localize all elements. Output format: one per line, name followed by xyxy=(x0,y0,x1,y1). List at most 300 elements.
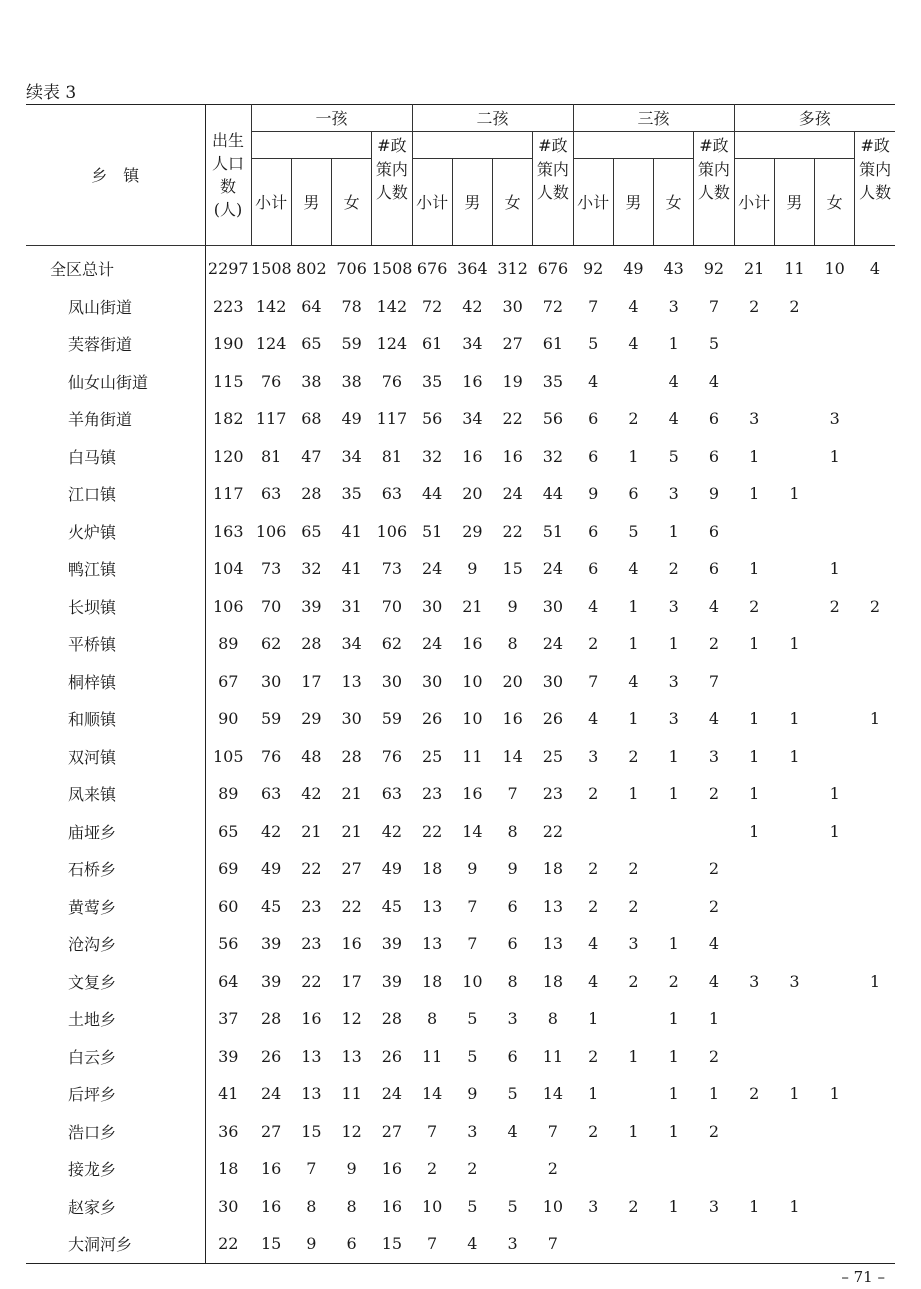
table-row xyxy=(26,288,895,326)
value-cell: 117 xyxy=(376,409,408,429)
value-cell: 14 xyxy=(462,821,483,841)
value-cell xyxy=(573,1150,613,1188)
value-cell: 13 xyxy=(542,934,564,954)
birth-count-cell: 36 xyxy=(218,1121,239,1141)
value-cell: 24 xyxy=(502,484,523,504)
value-cell: 5 xyxy=(668,446,679,466)
value-cell: 11 xyxy=(542,1046,564,1066)
town-name-cell: 凤来镇 xyxy=(26,775,205,813)
value-cell: 6 xyxy=(708,409,719,429)
value-cell xyxy=(855,1113,895,1151)
header-sub-1-2: 男 xyxy=(291,159,331,246)
value-cell xyxy=(774,850,814,888)
value-cell: 73 xyxy=(381,559,403,579)
value-cell: 2 xyxy=(588,859,599,879)
value-cell: 13 xyxy=(421,934,443,954)
value-cell: 13 xyxy=(341,671,362,691)
value-cell xyxy=(815,663,855,701)
birth-count-cell: 190 xyxy=(212,334,244,354)
value-cell: 10 xyxy=(421,1196,443,1216)
value-cell: 364 xyxy=(457,259,488,279)
value-cell: 81 xyxy=(381,446,403,466)
value-cell xyxy=(694,1225,734,1263)
value-cell: 14 xyxy=(502,746,523,766)
value-cell: 22 xyxy=(341,896,362,916)
value-cell: 19 xyxy=(502,371,523,391)
value-cell: 4 xyxy=(708,934,719,954)
value-cell: 51 xyxy=(421,521,443,541)
value-cell xyxy=(774,1038,814,1076)
value-cell: 30 xyxy=(542,671,564,691)
value-cell: 62 xyxy=(260,634,282,654)
value-cell: 78 xyxy=(341,296,362,316)
table-row xyxy=(26,700,895,738)
value-cell: 4 xyxy=(708,971,719,991)
value-cell xyxy=(774,925,814,963)
value-cell: 23 xyxy=(421,784,443,804)
value-cell xyxy=(774,888,814,926)
value-cell xyxy=(815,925,855,963)
value-cell xyxy=(613,813,653,851)
value-cell: 4 xyxy=(869,259,881,279)
value-cell: 9 xyxy=(346,1159,357,1179)
value-cell: 2 xyxy=(708,784,719,804)
header-blank-1 xyxy=(251,132,372,159)
value-cell: 8 xyxy=(507,821,518,841)
value-cell: 2 xyxy=(829,596,840,616)
value-cell: 20 xyxy=(502,671,523,691)
value-cell: 1 xyxy=(749,559,760,579)
table-row xyxy=(26,813,895,851)
value-cell: 30 xyxy=(381,671,403,691)
value-cell: 1 xyxy=(829,559,840,579)
value-cell: 9 xyxy=(467,859,478,879)
value-cell xyxy=(815,625,855,663)
value-cell xyxy=(815,363,855,401)
value-cell xyxy=(734,850,774,888)
header-policy-label: #政策内人数 xyxy=(697,136,730,202)
value-cell: 18 xyxy=(542,859,564,879)
value-cell xyxy=(815,1188,855,1226)
town-name-cell: 黄莺乡 xyxy=(26,888,205,926)
value-cell: 30 xyxy=(421,596,443,616)
value-cell: 24 xyxy=(381,1084,403,1104)
birth-count-cell: 37 xyxy=(218,1009,239,1029)
value-cell: 21 xyxy=(341,821,362,841)
value-cell: 35 xyxy=(542,371,564,391)
town-name-cell: 凤山街道 xyxy=(26,288,205,326)
value-cell: 1508 xyxy=(251,259,292,279)
value-cell: 21 xyxy=(341,784,362,804)
value-cell: 56 xyxy=(421,409,443,429)
value-cell: 5 xyxy=(628,521,639,541)
value-cell: 25 xyxy=(421,746,443,766)
value-cell: 43 xyxy=(663,259,684,279)
value-cell: 30 xyxy=(341,709,362,729)
value-cell xyxy=(855,1150,895,1188)
value-cell: 16 xyxy=(502,446,523,466)
value-cell: 13 xyxy=(341,1046,362,1066)
value-cell: 3 xyxy=(708,746,719,766)
value-cell: 7 xyxy=(533,1225,573,1263)
value-cell: 25 xyxy=(542,746,564,766)
value-cell: 4 xyxy=(588,371,599,391)
birth-count-cell: 39 xyxy=(218,1046,239,1066)
value-cell: 124 xyxy=(255,334,287,354)
value-cell: 22 xyxy=(542,821,564,841)
value-cell: 4 xyxy=(588,934,599,954)
value-cell: 76 xyxy=(260,371,282,391)
value-cell: 59 xyxy=(381,709,403,729)
value-cell: 1 xyxy=(789,484,800,504)
value-cell: 7 xyxy=(467,934,478,954)
birth-count-cell: 89 xyxy=(218,784,239,804)
birth-count-cell: 115 xyxy=(212,371,244,391)
value-cell: 13 xyxy=(301,1046,322,1066)
value-cell: 5 xyxy=(467,1009,478,1029)
value-cell: 13 xyxy=(542,896,564,916)
value-cell: 10 xyxy=(542,1196,564,1216)
town-name-cell: 接龙乡 xyxy=(26,1150,205,1188)
value-cell: 24 xyxy=(421,559,443,579)
header-sub-3-2: 男 xyxy=(613,159,653,246)
value-cell: 65 xyxy=(301,521,322,541)
value-cell: 16 xyxy=(462,446,483,466)
value-cell: 2 xyxy=(708,1046,719,1066)
header-group-4: 多孩 xyxy=(734,105,895,132)
value-cell: 1 xyxy=(749,1196,760,1216)
value-cell: 16 xyxy=(462,634,483,654)
value-cell: 24 xyxy=(421,634,443,654)
value-cell xyxy=(815,963,855,1001)
value-cell: 2 xyxy=(749,596,760,616)
value-cell: 1 xyxy=(668,1121,679,1141)
value-cell: 49 xyxy=(260,859,282,879)
value-cell: 1 xyxy=(668,634,679,654)
value-cell: 1 xyxy=(749,634,760,654)
value-cell xyxy=(855,888,895,926)
value-cell xyxy=(734,325,774,363)
value-cell xyxy=(815,1113,855,1151)
value-cell xyxy=(734,925,774,963)
value-cell xyxy=(573,1225,613,1263)
value-cell: 70 xyxy=(381,596,403,616)
value-cell: 10 xyxy=(824,259,845,279)
town-name-cell: 和顺镇 xyxy=(26,700,205,738)
value-cell xyxy=(855,513,895,551)
value-cell: 1 xyxy=(789,634,800,654)
value-cell xyxy=(774,513,814,551)
value-cell xyxy=(855,625,895,663)
town-name-cell: 石桥乡 xyxy=(26,850,205,888)
value-cell: 6 xyxy=(332,1225,372,1263)
value-cell: 1 xyxy=(628,634,639,654)
value-cell xyxy=(774,1150,814,1188)
header-policy-2 xyxy=(533,132,573,246)
value-cell: 2 xyxy=(789,296,800,316)
value-cell: 1 xyxy=(749,784,760,804)
value-cell xyxy=(855,813,895,851)
value-cell: 22 xyxy=(301,971,322,991)
value-cell xyxy=(654,813,694,851)
value-cell: 2 xyxy=(628,859,639,879)
value-cell: 21 xyxy=(743,259,765,279)
value-cell: 63 xyxy=(260,784,282,804)
value-cell: 15 xyxy=(502,559,523,579)
value-cell: 16 xyxy=(260,1159,282,1179)
value-cell: 39 xyxy=(381,934,403,954)
header-group-1: 一孩 xyxy=(251,105,412,132)
value-cell: 802 xyxy=(296,259,327,279)
value-cell: 106 xyxy=(376,521,408,541)
table-caption: 续表 3 xyxy=(26,83,77,103)
value-cell xyxy=(855,1038,895,1076)
value-cell: 4 xyxy=(452,1225,492,1263)
value-cell: 1 xyxy=(749,484,760,504)
birth-count-cell: 64 xyxy=(218,971,239,991)
value-cell: 1 xyxy=(789,1196,800,1216)
value-cell: 7 xyxy=(507,784,518,804)
value-cell: 2 xyxy=(708,1121,719,1141)
value-cell xyxy=(815,475,855,513)
value-cell: 23 xyxy=(301,934,322,954)
value-cell xyxy=(734,513,774,551)
value-cell: 32 xyxy=(421,446,443,466)
value-cell: 68 xyxy=(301,409,322,429)
value-cell xyxy=(654,1225,694,1263)
value-cell: 7 xyxy=(427,1121,438,1141)
value-cell: 27 xyxy=(502,334,523,354)
value-cell: 9 xyxy=(588,484,599,504)
value-cell: 28 xyxy=(260,1009,282,1029)
value-cell: 63 xyxy=(381,784,403,804)
value-cell xyxy=(855,400,895,438)
birth-count-cell: 105 xyxy=(212,746,244,766)
value-cell: 62 xyxy=(381,634,403,654)
value-cell: 76 xyxy=(381,371,403,391)
value-cell xyxy=(734,1113,774,1151)
birth-count-cell: 163 xyxy=(212,521,244,541)
value-cell: 35 xyxy=(341,484,362,504)
value-cell: 42 xyxy=(462,296,483,316)
value-cell: 7 xyxy=(412,1225,452,1263)
value-cell: 23 xyxy=(542,784,564,804)
value-cell: 26 xyxy=(260,1046,282,1066)
table-body xyxy=(26,246,895,1264)
value-cell: 16 xyxy=(381,1159,403,1179)
header-sub-4-1: 小计 xyxy=(734,159,774,246)
value-cell: 8 xyxy=(547,1009,558,1029)
value-cell: 34 xyxy=(341,446,362,466)
table-row xyxy=(26,588,895,626)
town-name-cell: 土地乡 xyxy=(26,1000,205,1038)
value-cell: 3 xyxy=(588,746,599,766)
value-cell xyxy=(774,663,814,701)
town-name-cell: 长坝镇 xyxy=(26,588,205,626)
value-cell: 61 xyxy=(421,334,443,354)
value-cell: 1 xyxy=(628,446,639,466)
birth-count-cell: 69 xyxy=(218,859,239,879)
value-cell: 38 xyxy=(301,371,322,391)
value-cell: 13 xyxy=(421,896,443,916)
value-cell: 30 xyxy=(502,296,523,316)
value-cell: 1 xyxy=(749,746,760,766)
value-cell: 6 xyxy=(588,409,599,429)
value-cell xyxy=(774,550,814,588)
value-cell: 3 xyxy=(493,1225,533,1263)
value-cell xyxy=(694,813,734,851)
birth-count-cell: 67 xyxy=(218,671,239,691)
value-cell: 6 xyxy=(708,521,719,541)
value-cell: 4 xyxy=(588,596,599,616)
header-sub-3-3: 女 xyxy=(654,159,694,246)
value-cell: 76 xyxy=(381,746,403,766)
value-cell: 22 xyxy=(502,521,523,541)
value-cell: 28 xyxy=(381,1009,403,1029)
value-cell: 65 xyxy=(301,334,322,354)
value-cell xyxy=(855,738,895,776)
table-row xyxy=(26,1225,895,1263)
town-name-cell: 白马镇 xyxy=(26,438,205,476)
table-row xyxy=(26,625,895,663)
value-cell: 2 xyxy=(668,971,679,991)
birth-count-cell: 106 xyxy=(212,596,244,616)
birth-count-cell: 56 xyxy=(218,934,239,954)
value-cell: 1 xyxy=(789,709,800,729)
value-cell xyxy=(774,1113,814,1151)
value-cell xyxy=(654,1150,694,1188)
value-cell xyxy=(815,888,855,926)
value-cell: 10 xyxy=(462,671,483,691)
birth-count-cell: 182 xyxy=(212,409,244,429)
value-cell: 4 xyxy=(668,371,679,391)
value-cell: 22 xyxy=(502,409,523,429)
value-cell: 117 xyxy=(255,409,287,429)
header-group-3: 三孩 xyxy=(573,105,734,132)
birth-count-cell: 89 xyxy=(218,634,239,654)
value-cell xyxy=(734,1150,774,1188)
value-cell: 30 xyxy=(260,671,282,691)
value-cell: 6 xyxy=(588,446,599,466)
value-cell: 11 xyxy=(462,746,483,766)
value-cell: 2 xyxy=(749,1084,760,1104)
value-cell: 28 xyxy=(341,746,362,766)
town-name-cell: 江口镇 xyxy=(26,475,205,513)
value-cell: 7 xyxy=(547,1121,558,1141)
table-row xyxy=(26,888,895,926)
value-cell: 11 xyxy=(784,259,805,279)
value-cell: 676 xyxy=(537,259,569,279)
value-cell: 16 xyxy=(462,784,483,804)
table-row xyxy=(26,325,895,363)
value-cell: 1 xyxy=(829,446,840,466)
value-cell: 9 xyxy=(467,1084,478,1104)
table-row xyxy=(26,963,895,1001)
value-cell: 15 xyxy=(372,1225,412,1263)
town-name-cell: 沧沟乡 xyxy=(26,925,205,963)
value-cell: 2 xyxy=(588,1046,599,1066)
value-cell: 4 xyxy=(628,334,639,354)
birth-count-cell: 120 xyxy=(212,446,244,466)
town-name-cell: 双河镇 xyxy=(26,738,205,776)
value-cell xyxy=(493,1150,533,1188)
value-cell: 49 xyxy=(341,409,362,429)
birth-count-cell: 30 xyxy=(218,1196,239,1216)
value-cell: 14 xyxy=(542,1084,564,1104)
value-cell xyxy=(815,850,855,888)
town-name-cell: 全区总计 xyxy=(26,246,205,288)
value-cell: 3 xyxy=(588,1196,599,1216)
value-cell: 63 xyxy=(260,484,282,504)
value-cell xyxy=(855,925,895,963)
value-cell xyxy=(774,400,814,438)
value-cell: 16 xyxy=(301,1009,322,1029)
value-cell: 18 xyxy=(542,971,564,991)
value-cell: 30 xyxy=(421,671,443,691)
value-cell: 16 xyxy=(260,1196,282,1216)
value-cell xyxy=(855,775,895,813)
value-cell: 64 xyxy=(301,296,322,316)
value-cell xyxy=(613,1075,653,1113)
value-cell: 2 xyxy=(628,971,639,991)
value-cell: 49 xyxy=(623,259,644,279)
header-birth xyxy=(205,105,251,246)
value-cell: 27 xyxy=(260,1121,282,1141)
value-cell xyxy=(815,1150,855,1188)
birth-count-cell: 60 xyxy=(218,896,239,916)
value-cell xyxy=(734,1000,774,1038)
value-cell: 26 xyxy=(542,709,564,729)
statistics-table-wrap xyxy=(26,104,895,1264)
value-cell: 1 xyxy=(668,1046,679,1066)
value-cell: 5 xyxy=(467,1046,478,1066)
value-cell: 8 xyxy=(507,971,518,991)
value-cell: 13 xyxy=(301,1084,322,1104)
value-cell: 49 xyxy=(381,859,403,879)
table-row xyxy=(26,1000,895,1038)
table-row xyxy=(26,475,895,513)
value-cell: 22 xyxy=(301,859,322,879)
header-sub-3-1: 小计 xyxy=(573,159,613,246)
value-cell: 8 xyxy=(427,1009,438,1029)
value-cell: 1 xyxy=(749,821,760,841)
value-cell xyxy=(855,550,895,588)
header-group-2: 二孩 xyxy=(412,105,573,132)
value-cell: 17 xyxy=(341,971,362,991)
town-name-cell: 白云乡 xyxy=(26,1038,205,1076)
value-cell: 1 xyxy=(789,1084,800,1104)
value-cell: 2 xyxy=(588,896,599,916)
value-cell xyxy=(855,663,895,701)
value-cell: 31 xyxy=(341,596,362,616)
value-cell: 3 xyxy=(668,484,679,504)
value-cell: 5 xyxy=(708,334,719,354)
value-cell: 10 xyxy=(462,971,483,991)
value-cell: 45 xyxy=(381,896,403,916)
value-cell xyxy=(855,438,895,476)
value-cell: 4 xyxy=(588,709,599,729)
value-cell: 38 xyxy=(341,371,362,391)
table-row xyxy=(26,1113,895,1151)
value-cell: 2 xyxy=(628,409,639,429)
value-cell: 312 xyxy=(497,259,528,279)
value-cell: 11 xyxy=(341,1084,362,1104)
value-cell: 1 xyxy=(668,1196,679,1216)
table-row xyxy=(26,513,895,551)
value-cell: 92 xyxy=(582,259,604,279)
value-cell: 124 xyxy=(376,334,408,354)
value-cell: 1 xyxy=(668,521,679,541)
